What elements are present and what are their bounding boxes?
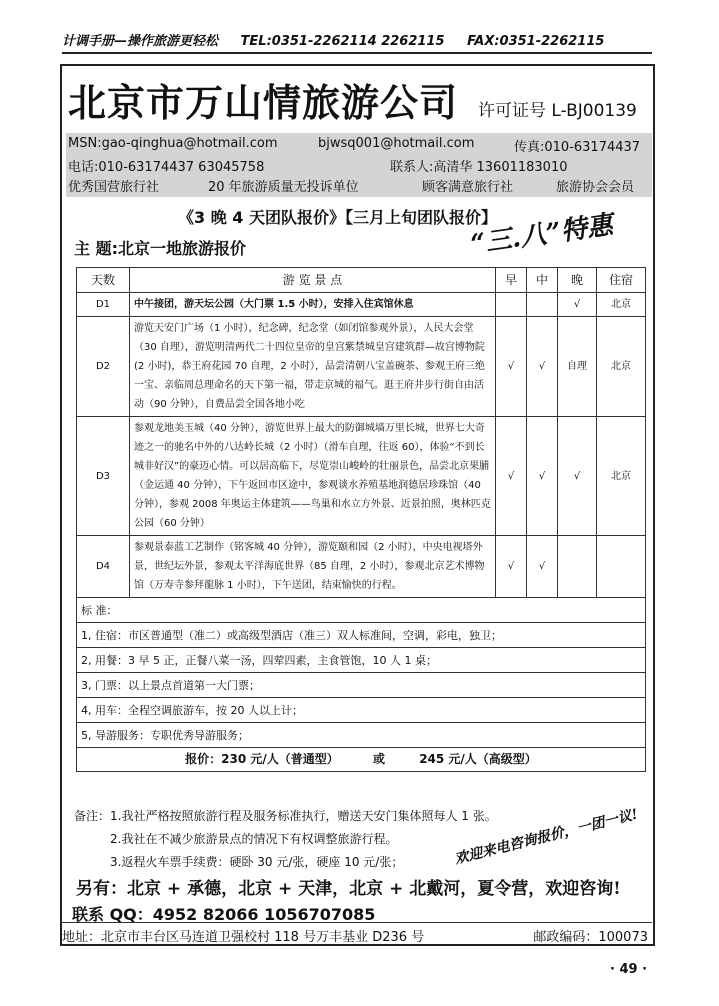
stay-cell: 北京 <box>597 417 646 536</box>
honor-item: 旅游协会会员 <box>556 180 635 195</box>
price-or: 或 <box>372 752 385 766</box>
col-breakfast: 早 <box>496 268 527 293</box>
breakfast-cell: √ <box>496 536 527 598</box>
day-cell: D2 <box>77 317 130 417</box>
dinner-cell <box>558 536 597 598</box>
address-bar <box>62 922 652 945</box>
standard-row <box>77 673 646 698</box>
standard-item: 1, 住宿：市区普通型（准二）或高级型酒店（准三）双人标准间，空调，彩电，独卫； <box>77 623 646 648</box>
note-item: 备注：1.我社严格按照旅游行程及服务标准执行，赠送天安门集体照每人 1 张。 <box>74 809 497 823</box>
table-row <box>77 417 646 536</box>
extra-routes: 另有：北京 + 承德，北京 + 天津，北京 + 北戴河，夏令营，欢迎咨询! <box>76 879 621 899</box>
notes-section <box>74 807 497 876</box>
handwritten-note: 欢迎来电咨询报价，一团一议! <box>453 806 640 868</box>
honor-item: 20 年旅游质量无投诉单位 <box>208 180 359 195</box>
standard-item: 5, 导游服务：专职优秀导游服务； <box>77 723 646 748</box>
standard-row <box>77 623 646 648</box>
msn: MSN:gao-qinghua@hotmail.com <box>68 136 278 151</box>
promo-banner: “三.八”特惠 <box>468 210 615 260</box>
company-info-box <box>66 133 652 197</box>
table-row <box>77 536 646 598</box>
fax: 传真:010-63174437 <box>514 140 641 155</box>
stay-cell <box>597 536 646 598</box>
col-attractions: 游 览 景 点 <box>130 268 496 293</box>
breakfast-cell: √ <box>496 417 527 536</box>
dinner-cell: √ <box>558 417 597 536</box>
company-name: 北京市万山情旅游公司 <box>68 81 459 125</box>
table-row <box>77 317 646 417</box>
standard-item: 3, 门票：以上景点首道第一大门票； <box>77 673 646 698</box>
price-premium: 245 元/人（高级型） <box>419 752 537 766</box>
day-cell: D4 <box>77 536 130 598</box>
col-day: 天数 <box>77 268 130 293</box>
header-tel: TEL:0351-2262114 2262115 <box>240 34 445 49</box>
lunch-cell <box>527 293 558 317</box>
price-row <box>77 748 646 772</box>
attraction-cell: 参观龙地美玉城（40 分钟），游览世界上最大的防御城墙万里长城，世界七大奇迹之一的驰名中外的八达岭长城（2 小时）（滑车自理，往返 60），体验“不到长城非好汉”的豪迈心情。可以居高临下，尽览崇山峻岭的壮丽景色，品尝北京果脯（金运通 40 分钟），下午返回市区途中，参观谈水养殖基地润德居珍珠馆（40 分钟），参观 2008 年奥运主体建筑——鸟巢和水立方外景、近景拍照，奥林匹克公园（60 分钟） <box>130 417 496 536</box>
slogan: 计调手册—操作旅游更轻松 <box>62 34 219 49</box>
attraction-cell: 中午接团，游天坛公园（大门票 1.5 小时），安排入住宾馆休息 <box>130 293 496 317</box>
lunch-cell: √ <box>527 417 558 536</box>
standard-row <box>77 648 646 673</box>
table-header-row <box>77 268 646 293</box>
col-dinner: 晚 <box>558 268 597 293</box>
qq-contact: 联系 QQ：4952 82066 1056707085 <box>72 905 376 924</box>
day-cell: D3 <box>77 417 130 536</box>
standard-row <box>77 698 646 723</box>
col-lunch: 中 <box>527 268 558 293</box>
price-cell <box>77 748 646 772</box>
stay-cell: 北京 <box>597 317 646 417</box>
note-item: 3.返程火车票手续费：硬卧 30 元/张，硬座 10 元/张； <box>110 855 404 869</box>
address: 地址：北京市丰台区马连道卫强校村 118 号万丰基业 D236 号 <box>62 930 425 945</box>
table-row <box>77 293 646 317</box>
itinerary-table <box>76 267 646 772</box>
postcode: 邮政编码：100073 <box>533 930 648 945</box>
breakfast-cell <box>496 293 527 317</box>
honor-item: 优秀国营旅行社 <box>68 180 160 195</box>
standard-item: 2, 用餐：3 早 5 正，正餐八菜一汤，四荤四素，主食管饱，10 人 1 桌； <box>77 648 646 673</box>
standard-row <box>77 723 646 748</box>
note-item: 2.我社在不减少旅游景点的情况下有权调整旅游行程。 <box>110 832 398 846</box>
lunch-cell: √ <box>527 317 558 417</box>
standard-item: 4, 用车：全程空调旅游车，按 20 人以上计； <box>77 698 646 723</box>
day-cell: D1 <box>77 293 130 317</box>
col-stay: 住宿 <box>597 268 646 293</box>
standards-title-row <box>77 598 646 623</box>
dinner-cell: √ <box>558 293 597 317</box>
breakfast-cell: √ <box>496 317 527 417</box>
stay-cell: 北京 <box>597 293 646 317</box>
license-number: 许可证号 L-BJ00139 <box>478 101 637 121</box>
honor-item: 顾客满意旅行社 <box>422 180 514 195</box>
standards-title: 标 准： <box>77 598 646 623</box>
headline: 《3 晚 4 天团队报价》【三月上旬团队报价】 <box>178 208 497 227</box>
top-header-bar <box>62 30 652 54</box>
email: bjwsq001@hotmail.com <box>318 136 475 151</box>
attraction-cell: 参观景泰蓝工艺制作（铭客城 40 分钟），游览颐和园（2 小时），中央电视塔外景，世纪坛外景，参观太平洋海底世界（85 自理，2 小时），参观北京艺术博物馆（万寿寺参拜龍脉 1 小时），下午送团，结束愉快的行程。 <box>130 536 496 598</box>
subject: 主 题:北京一地旅游报价 <box>74 239 246 258</box>
dinner-cell: 自理 <box>558 317 597 417</box>
lunch-cell: √ <box>527 536 558 598</box>
header-fax: FAX:0351-2262115 <box>467 34 605 49</box>
contact-person: 联系人:高清华 13601183010 <box>390 160 568 175</box>
page-number: · 49 · <box>610 962 648 977</box>
phone: 电话:010-63174437 63045758 <box>68 160 265 175</box>
price-standard: 报价：230 元/人（普通型） <box>185 752 339 766</box>
attraction-cell: 游览天安门广场（1 小时），纪念碑，纪念堂（如闭馆参观外景），人民大会堂（30 自理），游览明清两代二十四位皇帝的皇宫紫禁城皇宫建筑群—故宫博物院(2 小时)，恭王府花园 70 自理，2 小时），品尝清朝八宝盖碗茶、参观王府三绝一宝、亲临周总理命名的天下第一福，带走京城的福气。逛王府井步行街自由活动（90 分钟），自费品尝全国各地小吃 <box>130 317 496 417</box>
